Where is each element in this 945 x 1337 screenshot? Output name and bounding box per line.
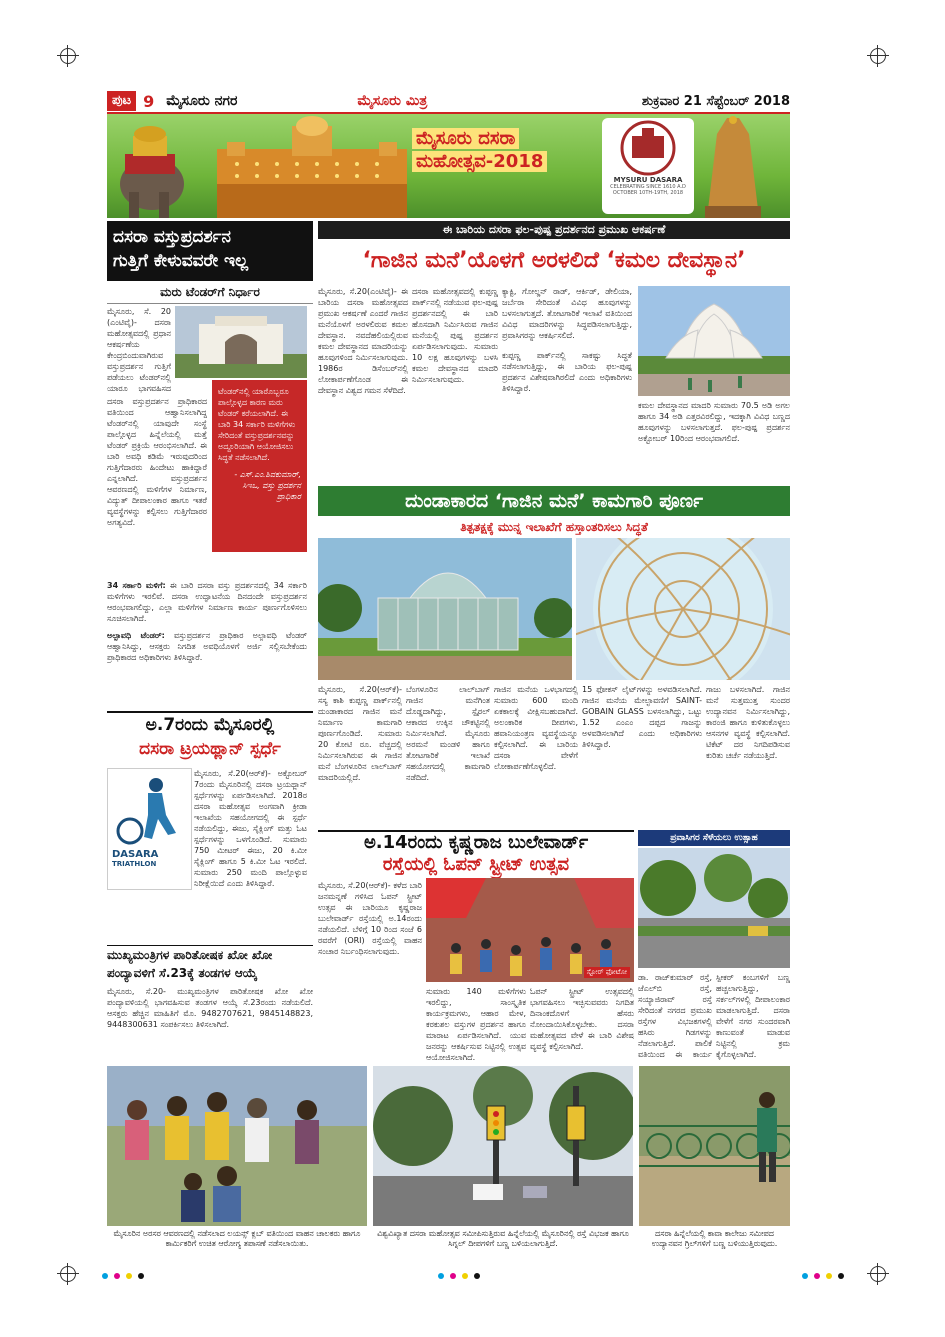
pull-quote-attribution: - ಎಸ್.ಎಂ.ಶಿವಕುಮಾರ್, ಸಿಇಒ, ವಸ್ತು ಪ್ರದರ್ಶನ ಪ್ರಾಧಿಕಾರ (234, 470, 301, 501)
cm-cup-body: ಮೈಸೂರು, ಸೆ.20- ಮುಖ್ಯಮಂತ್ರಿಗಳ ಪಾರಿತೋಷಕ ಖೋ ಖೋ ಪಂದ್ಯಾವಳಿಯಲ್ಲಿ ಭಾಗವಹಿಸುವ ತಂಡಗಳ ಆಯ್ಕೆ ಸೆ.23ರಂದು ನಡೆಯಲಿದೆ. ಆಸಕ್ತರು ಹೆಚ್ಚಿನ ಮಾಹಿತಿಗೆ ಮೊ. 9482707621, 9845148823, 9448300631 ಸಂಪರ್ಕಿಸಲು ತಿಳಿಸಲಾಗಿದೆ. (107, 987, 313, 1029)
tourism-col1: ಡಾ. ರಾಜ್‌ಕುಮಾರ್ ರಸ್ತೆ, ಜೆಎಲ್‌ಬಿ ರಸ್ತೆ, ಸಯ್ಯಾಜಿರಾವ್ ರಸ್ತೆ ಸೇರಿದಂತೆ ನಗರದ ಪ್ರಮುಖ ರಸ್ತೆಗಳ ವಿಭಜಕಗಳಲ್ಲಿ ಹಸಿರು ಗಿಡಗಳನ್ನು ನೆಡಲಾಗುತ್ತಿದೆ. ಪಾಲಿಕೆ ವತಿಯಿಂದ ಈ ಕಾರ್ಯ (638, 973, 712, 1059)
triathlon-body: ಮೈಸೂರು, ಸೆ.20(ಆರ್‌ಕೆ)- ಅಕ್ಟೋಬರ್ 7ರಂದು ಮೈಸೂರಿನಲ್ಲಿ ದಸರಾ ಟ್ರಯಥ್ಲಾನ್ ಸ್ಪರ್ಧೆಗಳನ್ನು ಏರ್ಪಡಿಸಲಾಗಿದೆ. 2018ರ ದಸರಾ ಮಹೋತ್ಸವ ಅಂಗವಾಗಿ ಕ್ರೀಡಾ ಇಲಾಖೆಯ ಸಹಯೋಗದಲ್ಲಿ ಈ ಸ್ಪರ್ಧೆ ನಡೆಯಲಿದ್ದು, ಈಜು, ಸೈಕ್ಲಿಂಗ್ ಮತ್ತು ಓಟ ಸ್ಪರ್ಧೆಗಳನ್ನು ಒಳಗೊಂಡಿದೆ. ಸುಮಾರು 750 ಮೀಟರ್ ಈಜು, 20 ಕಿ.ಮೀ ಸೈಕ್ಲಿಂಗ್ ಹಾಗೂ 5 ಕಿ.ಮೀ ಓಟ ಇರಲಿದೆ. ಸುಮಾರು 250 ಮಂದಿ ಪಾಲ್ಗೊಳ್ಳುವ ನಿರೀಕ್ಷೆಯಿದೆ ಎಂದು ತಿಳಿಸಿದ್ದಾರೆ. (194, 769, 307, 888)
health-camp-image (107, 1066, 367, 1226)
registration-mark (870, 48, 886, 64)
left-story-body2 (107, 580, 307, 624)
open-street-crowd-photo (426, 878, 634, 982)
left-story-dateline: ಮೈಸೂರು, ಸೆ. 20 (ಎಂಟಿವೈ)- ದಸರಾ ಮಹೋತ್ಸವದಲ್ಲಿ ಪ್ರಧಾನ ಆಕರ್ಷಣೆಯ ಕೇಂದ್ರಬಿಂದುವಾಗಿರುವ ವಸ್ತುಪ್ರದರ್ಶನ ಗುತ್ತಿಗೆ ಪಡೆಯಲು ಟೆಂಡರ್‌ನಲ್ಲಿ ಯಾರೂ ಭಾಗವಹಿಸದ (107, 307, 171, 393)
open-street-col1: ಮೈಸೂರು, ಸೆ.20(ಆರ್‌ಕೆ)- ಕಳೆದ ಬಾರಿ ಜನಮನ್ನಣೆ ಗಳಿಸಿದ ಓಪನ್ ಸ್ಟ್ರೀಟ್ ಉತ್ಸವ ಈ ಬಾರಿಯೂ ಕೃಷ್ಣರಾಜ ಬುಲೇವಾರ್ಡ್ ರಸ್ತೆಯಲ್ಲಿ ಅ.14ರಂದು ನಡೆಯಲಿದೆ. ಬೆಳಿಗ್ಗೆ 10 ರಿಂದ ಸಂಜೆ 6 ರವರೆಗೆ (ORI) ರಸ್ತೆಯಲ್ಲಿ ವಾಹನ ಸಂಚಾರ ನಿರ್ಬಂಧಿಸಲಾಗುವುದು. (318, 881, 422, 956)
left-story-headline (107, 221, 313, 281)
glass-house-col1: ಮೈಸೂರು, ಸೆ.20(ಎಂಟಿವೈ)- ಈ ಬಾರಿಯ ದಸರಾ ಮಹೋತ್ಸವದ ಪ್ರಮುಖ ಆಕರ್ಷಣೆ ಎಂದರೆ ಗಾಜಿನ ಮನೆಯೊಳಗೆ ಅರಳಲಿರುವ ಕಮಲ ದೇವಸ್ಥಾನ. ನವದೆಹಲಿಯಲ್ಲಿರುವ ಕಮಲ ದೇವಸ್ಥಾನದ ಮಾದರಿಯನ್ನು ಹೂವುಗಳಿಂದ ನಿರ್ಮಿಸಲಾಗುವುದು. 1986ರ ಡಿಸೆಂಬರ್‌ನಲ್ಲಿ ಲೋಕಾರ್ಪಣೆಗೊಂಡ ಈ ದೇವಸ್ಥಾನ ವಿಶ್ವದ ಗಮನ ಸೆಳೆದಿದೆ. (318, 287, 408, 395)
lotus-temple-photo (638, 286, 790, 396)
tourism-label: ಪ್ರವಾಸಿಗರ ಸೆಳೆಯಲು ಉತ್ಸಾಹ (638, 830, 790, 846)
road-image (638, 848, 790, 968)
health-camp-photo (107, 1066, 367, 1226)
cmyk-dots-icon (800, 1271, 860, 1281)
glass-house-col5: ಕಮಲ ದೇವಸ್ಥಾನದ ಮಾದರಿ ಸುಮಾರು 70.5 ಅಡಿ ಅಗಲ ಹಾಗೂ 34 ಅಡಿ ಎತ್ತರವಿರಲಿದ್ದು, ಇದಕ್ಕಾಗಿ ವಿವಿಧ ಬಣ್ಣದ ಹೂವುಗಳನ್ನು ಬಳಸಲಾಗುತ್ತದೆ. ಫಲ-ಪುಷ್ಪ ಪ್ರದರ್ಶನ ಅಕ್ಟೋಬರ್ 10ರಿಂದ ಆರಂಭವಾಗಲಿದೆ. (638, 401, 790, 443)
open-street-headline (318, 830, 634, 878)
glass-house-headline: ‘ಗಾಜಿನ ಮನೆ’ಯೊಳಗೆ ಅರಳಲಿದೆ ‘ಕಮಲ ದೇವಸ್ಥಾನ’ (362, 248, 746, 273)
dome-story-col4: 15 ಫೋಕಸ್ ಲೈಟ್‌ಗಳನ್ನು ಅಳವಡಿಸಲಾಗಿದೆ. ಗಾಜಿನ ಮನೆಯ ಮೇಲ್ಛಾವಣಿಗೆ SAINT-GOBAIN GLASS ಬಳಸಲಾಗಿದ್ದು, ಒಟ್ಟು 1.52 ಎಂಎಂ ದಪ್ಪದ ಗಾಜನ್ನು ಅಳವಡಿಸಲಾಗಿದೆ ಎಂದು ಅಧಿಕಾರಿಗಳು ತಿಳಿಸಿದ್ದಾರೆ. (582, 685, 702, 749)
left-story-body1: ದಸರಾ ವಸ್ತುಪ್ರದರ್ಶನ ಪ್ರಾಧಿಕಾರದ ವತಿಯಿಂದ ಆಹ್ವಾನಿಸಲಾಗಿದ್ದ ಟೆಂಡರ್‌ನಲ್ಲಿ ಯಾವುದೇ ಸಂಸ್ಥೆ ಪಾಲ್ಗೊಳ್ಳದ ಹಿನ್ನೆಲೆಯಲ್ಲಿ ಮತ್ತೆ ಟೆಂಡರ್ ಪ್ರಕ್ರಿಯೆ ಆರಂಭಿಸಲಾಗಿದೆ. ಈ ಬಾರಿ ಅವಧಿ ಕಡಿಮೆ ಇರುವುದರಿಂದ ಗುತ್ತಿಗೆದಾರರು ಹಿಂದೇಟು ಹಾಕಿದ್ದಾರೆ ಎನ್ನಲಾಗಿದೆ. ವಸ್ತುಪ್ರದರ್ಶನ ಆವರಣದಲ್ಲಿ ಮಳಿಗೆಗಳ ನಿರ್ಮಾಣ, ವಿದ್ಯುತ್ ದೀಪಾಲಂಕಾರ ಹಾಗೂ ಇತರೆ ವ್ಯವಸ್ಥೆಗಳನ್ನು ಕಲ್ಪಿಸಲು ಗುತ್ತಿಗೆದಾರರ ಅಗತ್ಯವಿದೆ. (107, 397, 207, 527)
traffic-signal-image (373, 1066, 633, 1226)
triathlete-icon (108, 769, 191, 849)
body2-text: ಈ ಬಾರಿ ದಸರಾ ವಸ್ತು ಪ್ರದರ್ಶನದಲ್ಲಿ 34 ಸರ್ಕಾರಿ ಮಳಿಗೆಗಳು ಇರಲಿವೆ. ದಸರಾ ಉದ್ಘಾಟನೆಯ ದಿನದಂದೇ ವಸ್ತುಪ್ರದರ್ಶನ ಆರಂಭವಾಗಲಿದ್ದು, ಎಲ್ಲಾ ಮಳಿಗೆಗಳ ನಿರ್ಮಾಣ ಕಾರ್ಯ ಪೂರ್ಣಗೊಳಿಸಲು ಸೂಚಿಸಲಾಗಿದೆ. (107, 581, 307, 623)
banner-title-line1: ಮೈಸೂರು ದಸರಾ (412, 128, 519, 149)
left-headline-line2: ಗುತ್ತಿಗೆ ಕೇಳುವವರೇ ಇಲ್ಲ (113, 251, 249, 271)
gate-image (175, 306, 307, 378)
left-pull-quote-box (212, 380, 307, 552)
body2-lead: 34 ಸರ್ಕಾರಿ ಮಳಿಗೆ: (107, 581, 166, 590)
glass-house-kicker: ಈ ಬಾರಿಯ ದಸರಾ ಫಲ-ಪುಷ್ಪ ಪ್ರದರ್ಶನದ ಪ್ರಮುಖ ಆಕರ್ಷಣೆ (318, 221, 790, 239)
open-street-headline1: ಅ.14ರಂದು ಕೃಷ್ಣರಾಜ ಬುಲೇವಾರ್ಡ್ (363, 832, 589, 853)
caption-health-camp: ಮೈಸೂರಿನ ಅರಸರ ಆವರಣದಲ್ಲಿ ನಡೆಸಲಾದ ಲಯನ್ಸ್ ಕ್ಲಬ್ ವತಿಯಿಂದ ವಾಹನ ಚಾಲಕರು ಹಾಗೂ ಕಾರ್ಮಿಕರಿಗೆ ಉಚಿತ ಆರೋಗ್ಯ ತಪಾಸಣೆ ನಡೆಸಲಾಯಿತು. (113, 1229, 361, 1248)
registration-mark (870, 1266, 886, 1282)
page-label: ಪುಟ (107, 91, 136, 111)
tourism-col2: ಸ್ಪೀಕರ್ ಕಂಬಗಳಿಗೆ ಬಣ್ಣ ಹಚ್ಚಲಾಗುತ್ತಿದ್ದು, ಸರ್ಕಲ್‌ಗಳಲ್ಲಿ ದೀಪಾಲಂಕಾರ ಮಾಡಲಾಗುತ್ತಿದೆ. ದಸರಾ ವೇಳೆಗೆ ನಗರ ಸುಂದರವಾಗಿ ಕಾಣುವಂತೆ ಮಾಡುವ ನಿಟ್ಟಿನಲ್ಲಿ ಕ್ರಮ ಕೈಗೊಳ್ಳಲಾಗಿದೆ. (716, 973, 790, 1059)
left-story-subhead: ಮರು ಟೆಂಡರ್‌ಗೆ ನಿರ್ಧಾರ (107, 283, 313, 304)
triathlon-headline2: ದಸರಾ ಟ್ರಯಥ್ಲಾನ್ ಸ್ಪರ್ಧೆ (139, 739, 281, 759)
dome-story-col2: ಬೆಂಗಳೂರಿನ ಲಾಲ್‌ಬಾಗ್ ಗಾಜಿನ ಮನೆಗಿಂತ ದೊಡ್ಡದಾಗಿದ್ದು, ಸ್ಪೈರಲ್ ಆಕಾರದ ಉಕ್ಕಿನ ಚೌಕಟ್ಟಿನಲ್ಲಿ ನಿರ್ಮಿಸಲಾಗಿದೆ. ಮೈಸೂರು ಅರಮನೆ ಮಂಡಳಿ ಹಾಗೂ ತೋಟಗಾರಿಕೆ ಇಲಾಖೆ ಸಹಯೋಗದಲ್ಲಿ ಕಾಮಗಾರಿ ನಡೆದಿದೆ. (406, 685, 490, 782)
triathlon-poster (107, 768, 192, 890)
grill-painting-image (639, 1066, 790, 1226)
cmyk-dots-icon (100, 1271, 180, 1281)
color-dots-right (800, 1271, 860, 1281)
glass-dome-interior-photo (576, 538, 790, 680)
registration-mark (60, 1266, 76, 1282)
triathlon-headline1: ಅ.7ರಂದು ಮೈಸೂರಲ್ಲಿ (145, 715, 275, 735)
logo-dates: OCTOBER 10TH-19TH, 2018 (612, 190, 684, 196)
banner-title-line2: ಮಹೋತ್ಸವ-2018 (412, 151, 547, 172)
color-dots-center (436, 1271, 516, 1281)
grill-painting-photo (639, 1066, 790, 1226)
dome-story-subhead: ತಿತ್ಪತಕ್ಷಕ್ಕೆ ಮುನ್ನ ಇಲಾಖೆಗೆ ಹಸ್ತಾಂತರಿಸಲು ಸಿದ್ಧತೆ (460, 520, 648, 534)
left-headline-line1: ದಸರಾ ವಸ್ತುಪ್ರದರ್ಶನ (113, 227, 231, 247)
caption-traffic-signal: ವಿಶ್ವವಿಖ್ಯಾತ ದಸರಾ ಮಹೋತ್ಸವ ಸಮೀಪಿಸುತ್ತಿರುವ ಹಿನ್ನೆಲೆಯಲ್ಲಿ ಮೈಸೂರಿನಲ್ಲಿ ರಸ್ತೆ ವಿಭಜಕ ಹಾಗೂ ಸಿಗ್ನಲ್ ದೀಪಗಳಿಗೆ ಬಣ್ಣ ಬಳಿಯಲಾಗುತ್ತಿದೆ. (377, 1229, 629, 1248)
dome-story-col3: ಗಾಜಿನ ಮನೆಯ ಒಳಭಾಗದಲ್ಲಿ ಸುಮಾರು 600 ಮಂದಿ ಏಕಕಾಲಕ್ಕೆ ವೀಕ್ಷಿಸಬಹುದಾಗಿದೆ. ಅಲಂಕಾರಿಕ ದೀಪಗಳು, ಹವಾನಿಯಂತ್ರಣ ವ್ಯವಸ್ಥೆಯನ್ನೂ ಕಲ್ಪಿಸಲಾಗಿದೆ. ಈ ಬಾರಿಯ ದಸರಾ ವೇಳೆಗೆ ಲೋಕಾರ್ಪಣೆಗೊಳ್ಳಲಿದೆ. (494, 685, 578, 771)
cm-cup-headline1: ಮುಖ್ಯಮಂತ್ರಿಗಳ ಪಾರಿತೋಷಕ ಖೋ ಖೋ (107, 948, 273, 962)
body3-text: ವಸ್ತುಪ್ರದರ್ಶನ ಪ್ರಾಧಿಕಾರ ಅಲ್ಪಾವಧಿ ಟೆಂಡರ್ ಆಹ್ವಾನಿಸಿದ್ದು, ಆಸಕ್ತರು ನಿಗದಿತ ಅವಧಿಯೊಳಗೆ ಅರ್ಜಿ ಸಲ್ಲಿಸಬೇಕೆಂದು ಪ್ರಾಧಿಕಾರದ ಅಧಿಕಾರಿಗಳು ತಿಳಿಸಿದ್ದಾರೆ. (107, 631, 307, 662)
banner-title (412, 128, 572, 172)
pull-quote-text: ಟೆಂಡರ್‌ನಲ್ಲಿ ಯಾರೊಬ್ಬರೂ ಪಾಲ್ಗೊಳ್ಳದ ಕಾರಣ ಮರು ಟೆಂಡರ್ ಕರೆಯಲಾಗಿದೆ. ಈ ಬಾರಿ 34 ಸರ್ಕಾರಿ ಮಳಿಗೆಗಳು ಸೇರಿದಂತೆ ವಸ್ತುಪ್ರದರ್ಶನವನ್ನು ಅದ್ದೂರಿಯಾಗಿ ಆಯೋಜಿಸಲು ಸಿದ್ಧತೆ ನಡೆಸಲಾಗಿದೆ. (218, 387, 296, 462)
traffic-signal-photo (373, 1066, 633, 1226)
dasara-emblem-icon (602, 118, 694, 176)
issue-date: ಶುಕ್ರವಾರ 21 ಸೆಪ್ಟೆಂಬರ್ 2018 (641, 93, 790, 109)
caption-grill-painting: ದಸರಾ ಹಿನ್ನೆಲೆಯಲ್ಲಿ ಕಾವಾ ಕಾಲೇಜು ಸಮೀಪದ ಉದ್ಯಾನವನ ಗ್ರಿಲ್‌ಗಳಿಗೆ ಬಣ್ಣ ಬಳಿಯುತ್ತಿರುವುದು. (651, 1229, 778, 1248)
cmyk-dots-icon (436, 1271, 516, 1281)
left-story-body3 (107, 630, 307, 700)
dome-story-col5: ಗಾಜು ಬಳಸಲಾಗಿದೆ. ಗಾಜಿನ ಮನೆ ಸುತ್ತಮುತ್ತ ಸುಂದರ ಉದ್ಯಾನವನ ನಿರ್ಮಿಸಲಾಗಿದ್ದು, ಕಾರಂಜಿ ಹಾಗೂ ಕುಳಿತುಕೊಳ್ಳಲು ಆಸನಗಳ ವ್ಯವಸ್ಥೆ ಕಲ್ಪಿಸಲಾಗಿದೆ. ಟಿಕೆಟ್ ದರ ನಿಗದಿಪಡಿಸುವ ಕುರಿತು ಚರ್ಚೆ ನಡೆಯುತ್ತಿದೆ. (706, 685, 790, 760)
lotus-temple-image (638, 286, 790, 396)
glass-house-col4: ಕುಪ್ಪಣ್ಣ ಪಾರ್ಕ್‌ನಲ್ಲಿ ಸಾಕಷ್ಟು ಸಿದ್ಧತೆ ನಡೆಸಲಾಗುತ್ತಿದ್ದು, ಈ ಬಾರಿಯ ಫಲ-ಪುಷ್ಪ ಪ್ರದರ್ಶನ ವಿಶೇಷವಾಗಿರಲಿದೆ ಎಂದು ಅಧಿಕಾರಿಗಳು ತಿಳಿಸಿದ್ದಾರೆ. (502, 351, 632, 393)
logo-name: MYSURU DASARA (613, 176, 683, 184)
dasara-banner (107, 114, 790, 218)
page-number: 9 (139, 92, 158, 111)
glass-house-exterior-image (318, 538, 572, 680)
glass-house-exterior-photo (318, 538, 572, 680)
dasara-logo (602, 118, 694, 214)
cm-cup-headline (107, 945, 313, 984)
open-street-col2: ಸುಮಾರು 140 ಮಳಿಗೆಗಳು ಇರಲಿದ್ದು, ಸಾಂಸ್ಕೃತಿಕ ಕಾರ್ಯಕ್ರಮಗಳು, ಆಹಾರ ಮೇಳ, ಕರಕುಶಲ ವಸ್ತುಗಳ ಪ್ರದರ್ಶನ ಹಾಗೂ ಮಾರಾಟ ಏರ್ಪಡಿಸಲಾಗಿದೆ. ಯುವ ಜನರನ್ನು ಆಕರ್ಷಿಸುವ ನಿಟ್ಟಿನಲ್ಲಿ ಉತ್ಸವ ಆಯೋಜಿಸಲಾಗಿದೆ. (426, 987, 526, 1062)
road-greenery-photo (638, 848, 790, 968)
glass-house-col2: ದಸರಾ ಮಹೋತ್ಸವದಲ್ಲಿ ಕುಪ್ಪಣ್ಣ ಪಾರ್ಕ್‌ನಲ್ಲಿ ನಡೆಯುವ ಫಲ-ಪುಷ್ಪ ಪ್ರದರ್ಶನದಲ್ಲಿ ಈ ಬಾರಿ ಹೊಸದಾಗಿ ನಿರ್ಮಿಸಿರುವ ಗಾಜಿನ ಮನೆಯಲ್ಲಿ ಪುಷ್ಪ ಪ್ರದರ್ಶನ ಏರ್ಪಡಿಸಲಾಗುವುದು. ಸುಮಾರು 10 ಲಕ್ಷ ಹೂವುಗಳನ್ನು ಬಳಸಿ ಕಮಲ ದೇವಸ್ಥಾನದ ಮಾದರಿ ನಿರ್ಮಿಸಲಾಗುವುದು. (412, 287, 498, 384)
masthead: ಮೈಸೂರು ಮಿತ್ರ (357, 93, 428, 109)
page-header (107, 90, 790, 114)
poster-line1: DASARA (112, 849, 159, 860)
color-dots-left (100, 1271, 180, 1281)
body3-lead: ಅಲ್ಪಾವಧಿ ಟೆಂಡರ್: (107, 631, 165, 640)
exhibition-gate-photo (175, 306, 307, 378)
logo-tagline: CELEBRATING SINCE 1610 A.D (610, 184, 686, 190)
triathlon-headline (107, 711, 313, 765)
glass-dome-interior-image (576, 538, 790, 680)
glass-house-col3: ಕ್ಯಾಕ್ಟಿ, ಗೋಲ್ಡನ್ ರಾಡ್, ಆರ್ಕಿಡ್, ಡೇಲಿಯಾ, ಜರ್ಬೆರಾ ಸೇರಿದಂತೆ ವಿವಿಧ ಹೂವುಗಳನ್ನು ಬಳಸಲಾಗುತ್ತದೆ. ತೋಟಗಾರಿಕೆ ಇಲಾಖೆ ವತಿಯಿಂದ ವಿವಿಧ ಮಾದರಿಗಳನ್ನು ಸಿದ್ಧಪಡಿಸಲಾಗುತ್ತಿದ್ದು, ಪ್ರವಾಸಿಗರನ್ನು ಆಕರ್ಷಿಸಲಿದೆ. (502, 287, 632, 340)
cm-cup-headline2: ಪಂದ್ಯಾವಳಿಗೆ ಸೆ.23ಕ್ಕೆ ತಂಡಗಳ ಆಯ್ಕೆ (107, 966, 258, 980)
open-street-headline2: ರಸ್ತೆಯಲ್ಲಿ ಓಪನ್ ಸ್ಟ್ರೀಟ್ ಉತ್ಸವ (382, 854, 570, 875)
dome-story-headline: ದುಂಡಾಕಾರದ ‘ಗಾಜಿನ ಮನೆ’ ಕಾಮಗಾರಿ ಪೂರ್ಣ (318, 486, 790, 516)
photo-credit-label: ಸ್ಟೋರ್ ಫೋಟೋ (584, 967, 630, 978)
registration-mark (60, 48, 76, 64)
dome-story-col1: ಮೈಸೂರು, ಸೆ.20(ಆರ್‌ಕೆ)- ಸಸ್ಯ ಕಾಶಿ ಕುಪ್ಪಣ್ಣ ಪಾರ್ಕ್‌ನಲ್ಲಿ ದುಂಡಾಕಾರದ ಗಾಜಿನ ಮನೆ ನಿರ್ಮಾಣ ಕಾಮಗಾರಿ ಪೂರ್ಣಗೊಂಡಿದೆ. ಸುಮಾರು 20 ಕೋಟಿ ರೂ. ವೆಚ್ಚದಲ್ಲಿ ನಿರ್ಮಿಸಲಾಗಿರುವ ಈ ಗಾಜಿನ ಮನೆ ಬೆಂಗಳೂರಿನ ಲಾಲ್‌ಬಾಗ್ ಮಾದರಿಯಲ್ಲಿದೆ. (318, 685, 402, 782)
poster-line2: TRIATHLON (112, 860, 157, 868)
section-title: ಮೈಸೂರು ನಗರ (166, 93, 238, 109)
open-street-col3: ಓಪನ್ ಸ್ಟ್ರೀಟ್ ಉತ್ಸವದಲ್ಲಿ ಭಾಗವಹಿಸಲು ಇಚ್ಛಿಸುವವರು ನಿಗದಿತ ದಿನಾಂಕದೊಳಗೆ ಹೆಸರು ನೋಂದಾಯಿಸಿಕೊಳ್ಳಬೇಕು. ದಸರಾ ಮಹೋತ್ಸವದ ವೇಳೆ ಈ ಬಾರಿ ವಿಶೇಷ ವ್ಯವಸ್ಥೆ ಕಲ್ಪಿಸಲಾಗಿದೆ. (530, 987, 634, 1051)
